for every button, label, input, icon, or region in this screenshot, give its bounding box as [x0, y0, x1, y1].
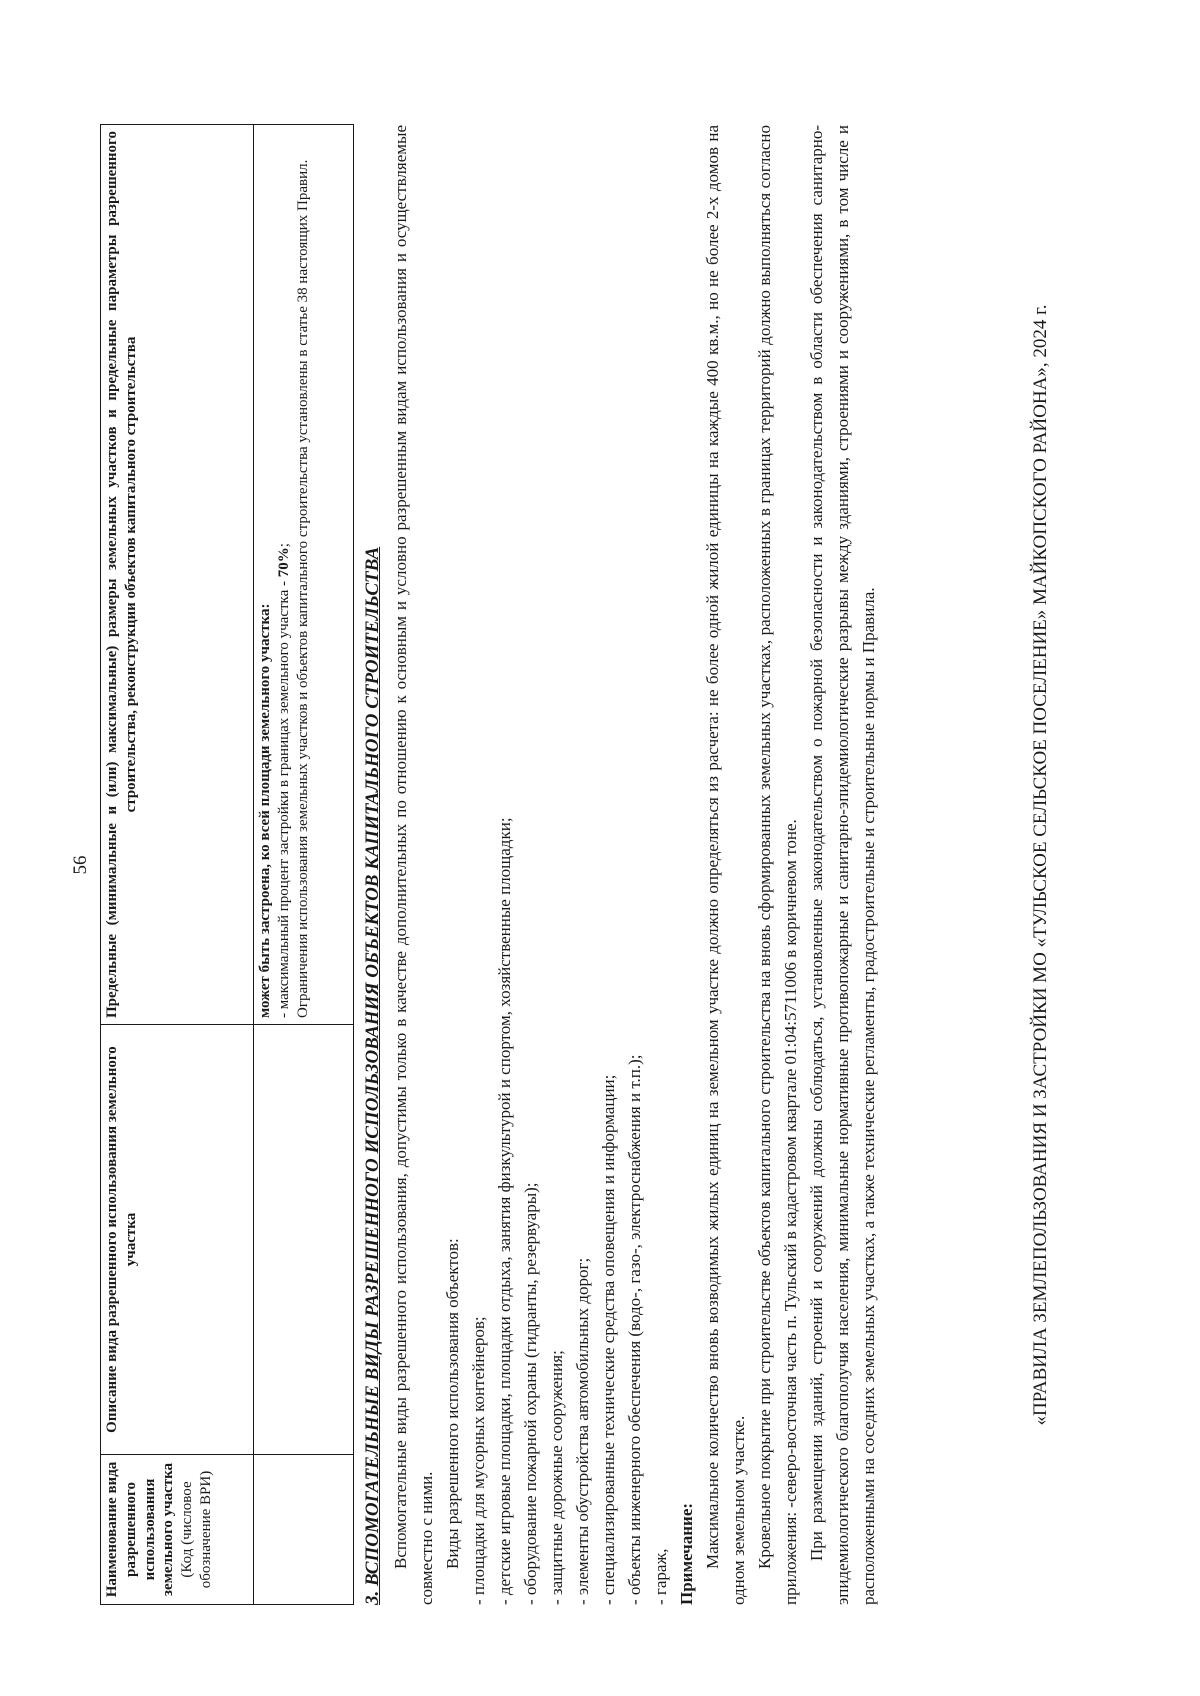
percent-value: 70% — [275, 547, 292, 578]
note-paragraph: При размещении зданий, строений и сооружений должны соблюдаться, установленные законодательством о пожарной безопасности и законодательством в области обеспечения санитарно-эпидемиологического благополучия населения, минимальные нормативные противопожарные и санитарно-эпидемиологические разрывы между зданиями, строениями и сооружениями, в том числе и расположенными на соседних земельных участках, а также технические регламенты, градостроительные и строительные нормы и Правила. — [807, 125, 878, 1605]
regulations-table — [100, 124, 354, 1605]
list-item: - защитные дорожные сооружения; — [547, 1350, 566, 1605]
list-heading: Виды разрешенного использования объектов: — [443, 1238, 462, 1569]
list-item: - оборудование пожарной охраны (гидранты, резервуары); — [521, 1182, 540, 1605]
page-number: 56 — [70, 855, 91, 875]
section-title: 3. ВСПОМОГАТЕЛЬНЫЕ ВИДЫ РАЗРЕШЕННОГО ИСПОЛЬЗОВАНИЯ ОБЪЕКТОВ КАПИТАЛЬНОГО СТРОИТЕЛЬСТВА — [362, 546, 383, 1605]
parameters-percent-line: - максимальный процент застройки в границах земельного участка - 70%; — [275, 543, 292, 1018]
rotated-page — [70, 85, 1130, 1645]
header-cell-description — [101, 1025, 254, 1455]
list-item: - элементы обустройства автомобильных дорог; — [573, 1257, 592, 1605]
note-paragraph: Максимальное количество вновь возводимых жилых единиц на земельном участке должно определяться из расчета: не более одной жилой единицы на каждые 400 кв.м., но не более 2-х домов на одном земельном участке. — [703, 125, 748, 1605]
list-item: - объекты инженерного обеспечения (водо-, газо-, электроснабжения и т.п.); — [625, 1054, 644, 1605]
header-cell-name — [101, 1455, 254, 1605]
parameters-bold-line: может быть застроена, ко всей площади земельного участка: — [257, 603, 273, 1018]
header-parameters-title: Предельные (минимальные и (или) максимальные) размеры земельных участков и предельные параметры разрешенного строительства, реконструкции объектов капитального строительства — [104, 131, 139, 1018]
header-description-title: Описание вида разрешенного использования земельного участка — [104, 1046, 139, 1433]
section-body — [360, 125, 882, 1605]
list-item: - специализированные технические средства оповещения и информации; — [599, 1074, 618, 1605]
document-footer: «ПРАВИЛА ЗЕМЛЕПОЛЬЗОВАНИЯ И ЗАСТРОЙКИ МО «ТУЛЬСКОЕ СЕЛЬСКОЕ ПОСЕЛЕНИЕ» МАЙКОПСКОГО РАЙОНА», 2024 г. — [1030, 304, 1051, 1426]
list-item: - площадки для мусорных контейнеров; — [469, 1316, 488, 1605]
header-name-subtitle: (Код (числовое обозначение ВРИ) — [179, 1470, 214, 1589]
header-name-title: Наименование вида разрешенного использования земельного участка — [104, 1461, 177, 1598]
note-paragraph: Кровельное покрытие при строительстве объектов капитального строительства на вновь сформированных земельных участках, расположенных в границах территорий должно выполняться согласно приложения: -северо-восточная часть п. Тульский в кадастровом квартале 01:04:5711006 в коричневом тоне. — [755, 125, 800, 1605]
row-cell-description — [254, 1025, 354, 1455]
row-cell-parameters — [254, 125, 354, 1025]
row-cell-name — [254, 1455, 354, 1605]
header-cell-parameters — [101, 125, 254, 1025]
table-row — [254, 125, 354, 1605]
section-intro: Вспомогательные виды разрешенного использования, допустимы только в качестве дополнительных по отношению к основным и условно разрешенным видам использования и осуществляемые совместно с ними. — [391, 125, 436, 1605]
table-header-row — [101, 125, 254, 1605]
note-label: Примечание: — [677, 1502, 696, 1605]
list-item: - гараж, — [651, 1548, 670, 1605]
list-item: - детские игровые площадки, площадки отдыха, занятия физкультурой и спортом, хозяйственные площадки; — [495, 817, 514, 1605]
parameters-restriction-line: Ограничения использования земельных участков и объектов капитального строительства установлены в статье 38 настоящих Правил. — [294, 159, 311, 1018]
